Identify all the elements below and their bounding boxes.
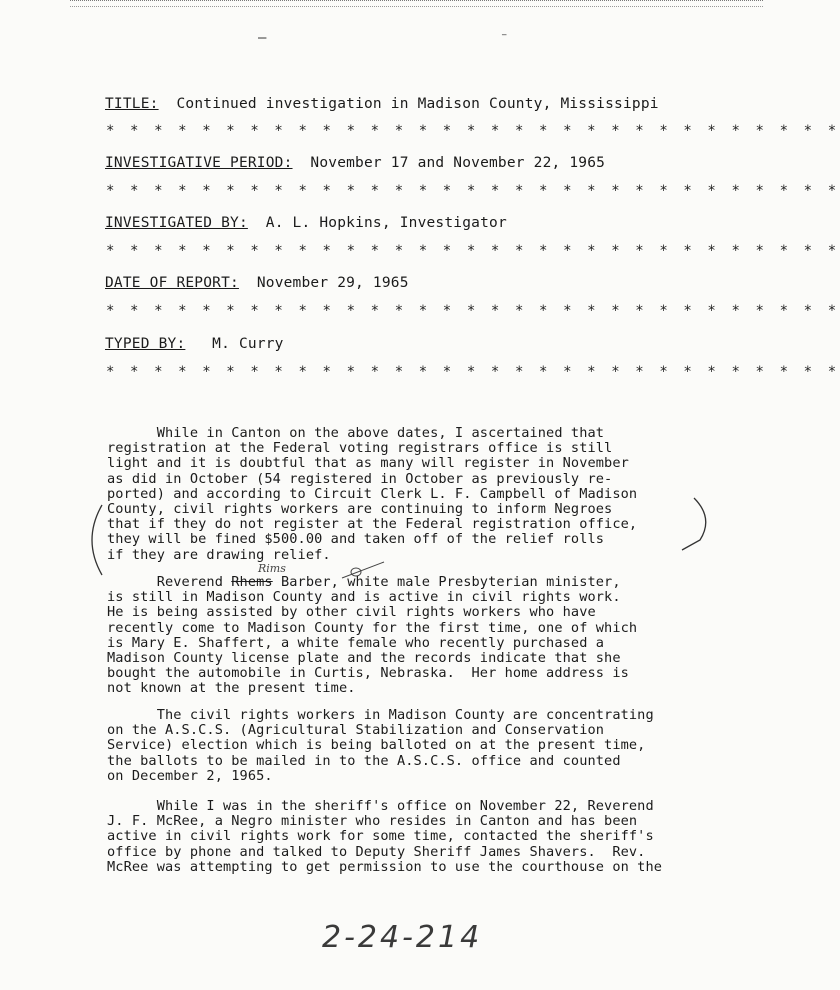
report-date-label: DATE OF REPORT: xyxy=(105,275,239,291)
report-date-field xyxy=(105,275,409,291)
paragraph-barber xyxy=(107,575,727,697)
paragraph-barber-start: Reverend xyxy=(107,574,232,590)
title-label: TITLE: xyxy=(105,96,159,112)
top-border-line xyxy=(70,0,763,7)
investigator-label: INVESTIGATED BY: xyxy=(105,215,248,231)
handwritten-page-number: 2-24-214 xyxy=(322,920,483,955)
report-date-value: November 29, 1965 xyxy=(256,275,409,291)
star-divider: * * * * * * * * * * * * * * * * * * * * * * * * * * * * * * * xyxy=(106,364,840,380)
star-divider: * * * * * * * * * * * * * * * * * * * * * * * * * * * * * * * xyxy=(106,243,840,259)
star-divider: * * * * * * * * * * * * * * * * * * * * * * * * * * * * * * * xyxy=(106,183,840,199)
title-field xyxy=(105,96,659,112)
ink-mark: ⁻ xyxy=(500,30,509,46)
typed-by-field xyxy=(105,336,284,352)
period-label: INVESTIGATIVE PERIOD: xyxy=(105,155,293,171)
period-value: November 17 and November 22, 1965 xyxy=(310,155,606,171)
star-divider: * * * * * * * * * * * * * * * * * * * * * * * * * * * * * * * xyxy=(106,123,840,139)
typed-by-label: TYPED BY: xyxy=(105,336,186,352)
typed-by-value: M. Curry xyxy=(212,336,284,352)
title-value: Continued investigation in Madison County, Mississippi xyxy=(176,96,659,112)
paragraph-barber-rest: Barber, white male Presbyterian minister, is still in Madison County and is active in civil rights work. He is being assisted by other civil rights workers who have recently come to Madison County for the first time, one of which is Mary E. Shaffert, a white female who recently purchased a Madison County license plate and the records indicate that she bought the automobile in Curtis, Nebraska. Her home address is not known at the present time. xyxy=(107,574,638,697)
period-field xyxy=(105,155,605,171)
handwritten-left-bracket xyxy=(80,500,110,580)
investigator-value: A. L. Hopkins, Investigator xyxy=(265,215,507,231)
investigator-field xyxy=(105,215,507,231)
paragraph-ascs: The civil rights workers in Madison County are concentrating on the A.S.C.S. (Agricultural Stabilization and Conservation Service) election which is being balloted on at the present time, the ballots to be mailed in to the A.S.C.S. office and counted on December 2, 1965. xyxy=(107,707,654,784)
ink-mark: – xyxy=(258,30,267,46)
paragraph-mcree: While I was in the sheriff's office on November 22, Reverend J. F. McRee, a Negro minister who resides in Canton and has been active in civil rights work for some time, contacted the sheriff's office by phone and talked to Deputy Sheriff James Shavers. Rev. McRee was attempting to get permission to use the courthouse on the xyxy=(107,798,663,875)
struck-name: Rhems xyxy=(231,574,273,590)
handwritten-right-bracket xyxy=(680,490,720,560)
paragraph-registration: While in Canton on the above dates, I ascertained that registration at the Federal voting registrars office is still light and it is doubtful that as many will register in November as did in October (54 registered in October as previously re- ported) and according to Circuit Clerk L. F. Campbell of Madison County, civil rights workers are continuing to inform Negroes that if they do not register at the Federal registration office, they will be fined $500.00 and taken off of the relief rolls if they are drawing relief. xyxy=(107,425,638,563)
star-divider: * * * * * * * * * * * * * * * * * * * * * * * * * * * * * * * xyxy=(106,303,840,319)
handwritten-name-note: Rims xyxy=(258,562,286,575)
